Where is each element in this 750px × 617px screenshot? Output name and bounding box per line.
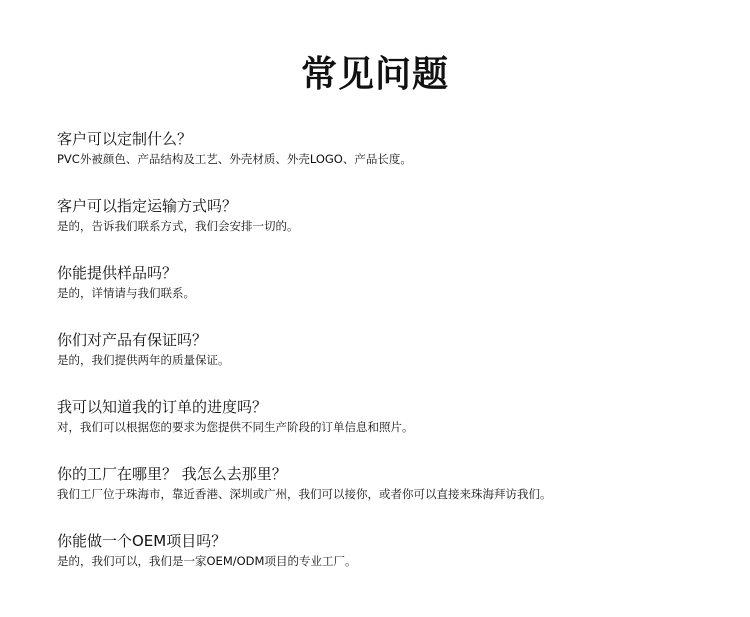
faq-answer: 是的，我们可以，我们是一家OEM/ODM项目的专业工厂。 xyxy=(57,554,357,568)
faq-list xyxy=(57,128,717,597)
faq-item-warranty xyxy=(57,329,717,396)
faq-question: 你的工厂在哪里？ 我怎么去那里？ xyxy=(57,465,287,483)
faq-answer: PVC外被颜色、产品结构及工艺、外壳材质、外壳LOGO、产品长度。 xyxy=(57,152,412,166)
faq-item-oem xyxy=(57,530,717,597)
faq-answer: 是的，告诉我们联系方式，我们会安排一切的。 xyxy=(57,219,299,233)
faq-question: 你能做一个OEM项目吗？ xyxy=(57,532,227,550)
faq-answer: 是的，详情请与我们联系。 xyxy=(57,286,195,300)
page-title: 常见问题 xyxy=(300,54,449,95)
faq-question: 客户可以定制什么？ xyxy=(57,130,193,148)
faq-question: 客户可以指定运输方式吗？ xyxy=(57,197,238,215)
faq-answer: 是的，我们提供两年的质量保证。 xyxy=(57,353,230,367)
faq-item-samples xyxy=(57,262,717,329)
faq-question: 我可以知道我的订单的进度吗？ xyxy=(57,398,268,416)
faq-item-factory-location xyxy=(57,463,717,530)
faq-item-order-progress xyxy=(57,396,717,463)
faq-answer: 我们工厂位于珠海市，靠近香港、深圳或广州，我们可以接你，或者你可以直接来珠海拜访我们。 xyxy=(57,487,552,501)
faq-question: 你能提供样品吗？ xyxy=(57,264,178,282)
faq-question: 你们对产品有保证吗？ xyxy=(57,331,208,349)
faq-answer: 对，我们可以根据您的要求为您提供不同生产阶段的订单信息和照片。 xyxy=(57,420,414,434)
faq-item-customization xyxy=(57,128,717,195)
faq-item-shipping xyxy=(57,195,717,262)
